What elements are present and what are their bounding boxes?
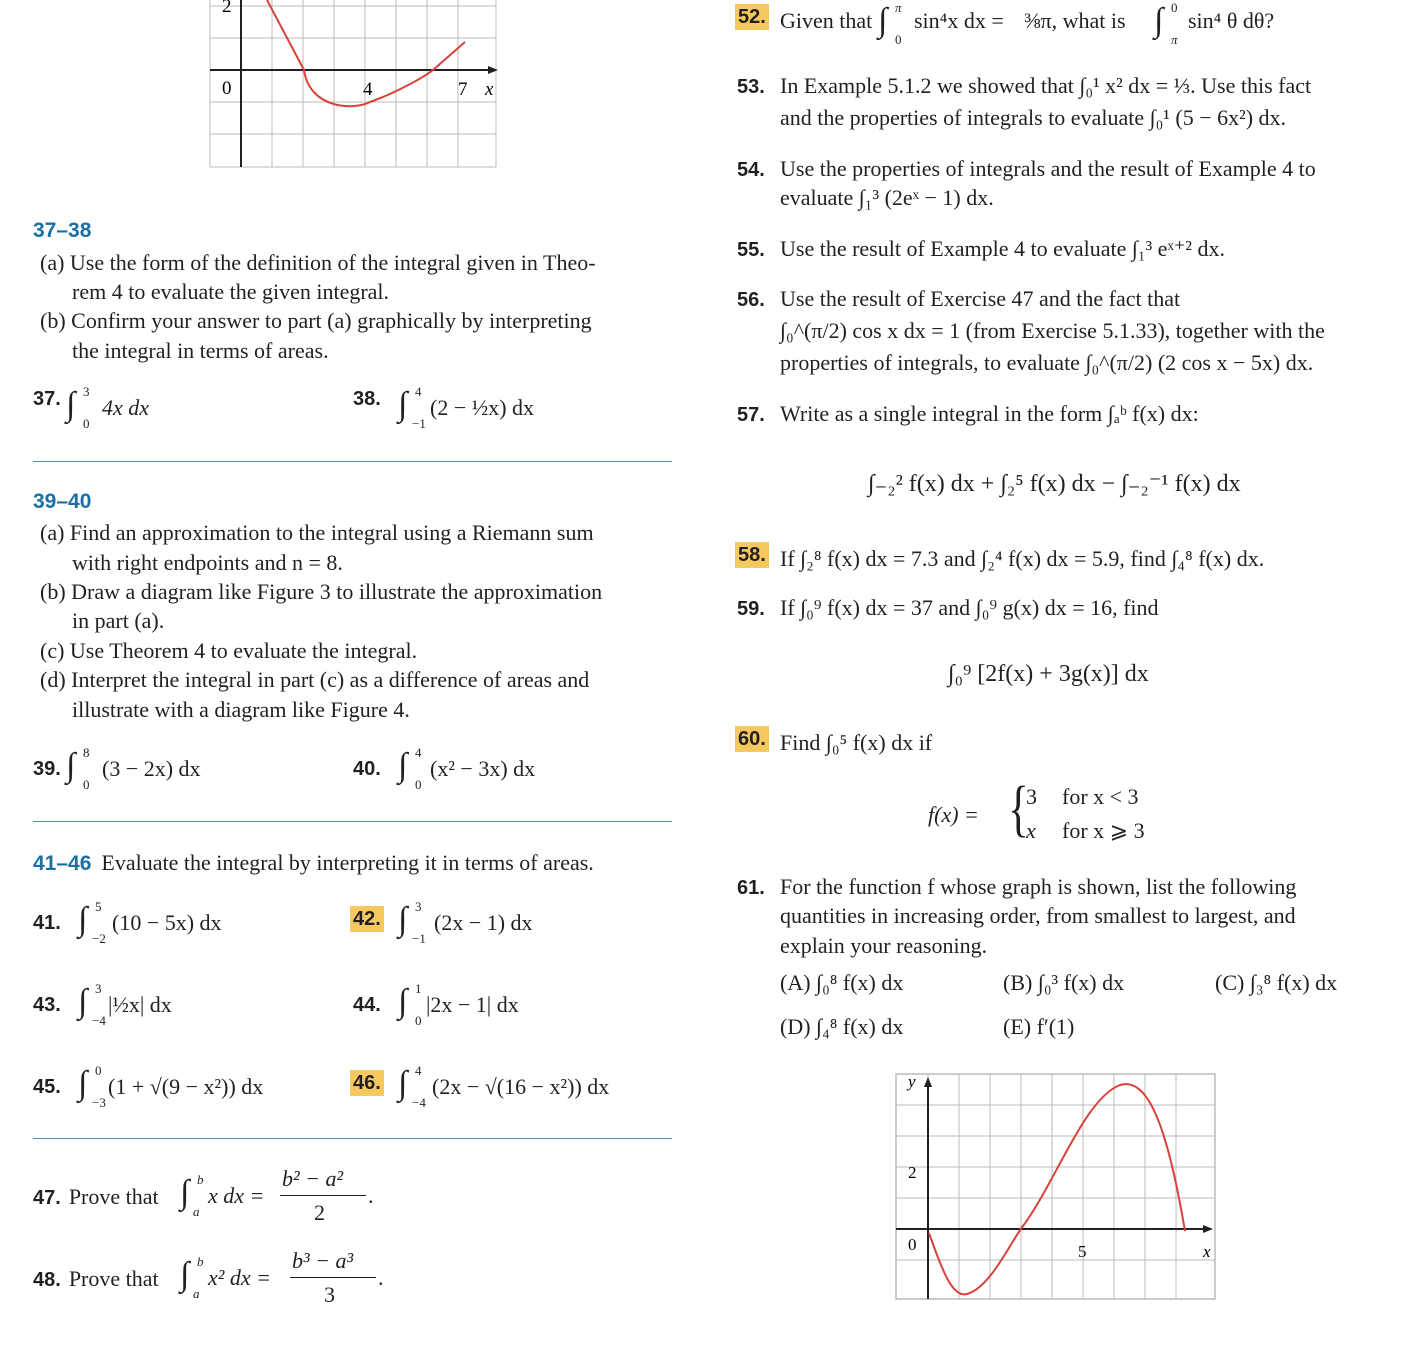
problem-60-piecewise: f(x) = { 3 for x < 3 x for x ⩾ 3 (928, 775, 1145, 843)
problem-53-num: 53. (737, 76, 765, 98)
problem-52-text: Given that (780, 8, 873, 33)
problem-43-integral: ∫ 3 −4 |½x| dx (78, 981, 172, 1028)
instr-39-d-2: illustrate with a diagram like Figure 4. (72, 697, 410, 722)
problem-54-l1: Use the properties of integrals and the result of Example 4 to (780, 156, 1316, 181)
problem-61-option-a: (A) ∫₀⁸ f(x) dx (780, 970, 904, 995)
problem-54-l2: evaluate ∫₁³ (2eˣ − 1) dx. (780, 185, 994, 210)
problem-58-num: 58. (735, 544, 769, 567)
problem-40: 40. (353, 758, 381, 780)
problem-57-display: ∫₋₂² f(x) dx + ∫₂⁵ f(x) dx − ∫₋₂⁻¹ f(x) dx (868, 471, 1241, 497)
problem-53-l2: and the properties of integrals to evaluate ∫₀¹ (5 − 6x²) dx. (780, 105, 1287, 130)
problem-61-l2: quantities in increasing order, from smallest to largest, and (780, 903, 1296, 928)
problem-46-integral: ∫ 4 −4 (2x − √(16 − x²)) dx (398, 1063, 610, 1110)
problem-56-l1: Use the result of Exercise 47 and the fact that (780, 286, 1181, 311)
section-header-37-38: 37–38 (33, 219, 92, 242)
tick-y2: 2 (908, 1163, 917, 1182)
problem-48-formula: ∫ b a x² dx = b³ − a³ 3 . (180, 1248, 384, 1307)
problem-59-display: ∫₀⁹ [2f(x) + 3g(x)] dx (948, 661, 1149, 687)
problem-61-option-e: (E) f′(1) (1003, 1014, 1075, 1039)
problem-44: 44. (353, 994, 381, 1016)
problem-37-integral: ∫ 3 0 4x dx (66, 384, 150, 431)
problem-45-integral: ∫ 0 −3 (1 + √(9 − x²)) dx (78, 1063, 264, 1110)
problem-47-formula: ∫ b a x dx = b² − a² 2 . (180, 1166, 374, 1225)
graph-61 (895, 1073, 1217, 1301)
problem-56-l2: ∫₀^(π/2) cos x dx = 1 (from Exercise 5.1.33), together with the (780, 318, 1325, 343)
curve-f (929, 1084, 1185, 1294)
divider (33, 821, 672, 822)
problem-40-integral: ∫ 4 0 (x² − 3x) dx (398, 745, 536, 792)
instr-39-b-2: in part (a). (72, 608, 165, 633)
section-header-41-46: 41–46 Evaluate the integral by interpreting it in terms of areas. (33, 850, 594, 875)
problem-41-integral: ∫ 5 −2 (10 − 5x) dx (78, 899, 222, 946)
problem-47: 47. Prove that (33, 1184, 159, 1209)
problem-56-l3: properties of integrals, to evaluate ∫₀^(π/2) (2 cos x − 5x) dx. (780, 350, 1314, 375)
problem-38-integral: ∫ 4 −1 (2 − ½x) dx (398, 384, 535, 431)
divider (33, 1138, 672, 1139)
problem-60-l1: Find ∫₀⁵ f(x) dx if (780, 730, 933, 755)
problem-48: 48. Prove that (33, 1266, 159, 1291)
tick-y2: 2 (222, 0, 232, 17)
problem-59-l1: If ∫₀⁹ f(x) dx = 37 and ∫₀⁹ g(x) dx = 16, find (780, 595, 1159, 620)
axis-label-y: y (908, 1073, 916, 1091)
instr-39-a-2: with right endpoints and n = 8. (72, 550, 343, 575)
problem-57-l1: Write as a single integral in the form ∫ₐᵇ f(x) dx: (780, 401, 1199, 426)
tick-origin: 0 (908, 1235, 917, 1254)
problem-59-num: 59. (737, 598, 765, 620)
problem-52-formula: ∫ π 0 sin⁴x dx = ⅜π, what is ∫ 0 π sin⁴ θ dθ? (878, 0, 1275, 47)
problem-56-num: 56. (737, 289, 765, 311)
problem-46: 46. (350, 1072, 384, 1095)
problem-61-l3: explain your reasoning. (780, 933, 988, 958)
instr-37-b-2: the integral in terms of areas. (72, 338, 329, 363)
instr-39-d-1: (d) Interpret the integral in part (c) as a difference of areas and (40, 667, 590, 692)
instr-39-a-1: (a) Find an approximation to the integral using a Riemann sum (40, 520, 594, 545)
problem-55-l1: Use the result of Example 4 to evaluate ∫₁³ eˣ⁺² dx. (780, 236, 1226, 261)
problem-42: 42. (350, 908, 384, 931)
problem-53-l1: In Example 5.1.2 we showed that ∫₀¹ x² dx = ⅓. Use this fact (780, 73, 1312, 98)
instr-39-b-1: (b) Draw a diagram like Figure 3 to illustrate the approximation (40, 579, 603, 604)
instr-39-c-1: (c) Use Theorem 4 to evaluate the integral. (40, 638, 418, 663)
problem-54-num: 54. (737, 159, 765, 181)
tick-x5: 5 (1078, 1242, 1087, 1261)
problem-55-num: 55. (737, 239, 765, 261)
axis-label-x: x (485, 79, 494, 100)
top-graph (205, 0, 505, 172)
tick-x7: 7 (458, 79, 468, 100)
problem-41: 41. (33, 912, 61, 934)
problem-61-num: 61. (737, 877, 765, 899)
problem-39: 39. (33, 758, 61, 780)
problem-61-option-d: (D) ∫₄⁸ f(x) dx (780, 1014, 904, 1039)
problem-60-num: 60. (735, 728, 769, 751)
tick-origin: 0 (222, 78, 232, 99)
instr-37-a-1: (a) Use the form of the definition of the integral given in Theo- (40, 250, 596, 275)
problem-61-l1: For the function f whose graph is shown, list the following (780, 874, 1297, 899)
problem-39-integral: ∫ 8 0 (3 − 2x) dx (66, 745, 201, 792)
problem-57-num: 57. (737, 404, 765, 426)
axis-label-x: x (1203, 1242, 1211, 1261)
problem-58-l1: If ∫₂⁸ f(x) dx = 7.3 and ∫₂⁴ f(x) dx = 5.9, find ∫₄⁸ f(x) dx. (780, 546, 1265, 571)
problem-38: 38. (353, 388, 381, 410)
tick-x4: 4 (363, 79, 373, 100)
problem-42-integral: ∫ 3 −1 (2x − 1) dx (398, 899, 533, 946)
problem-44-integral: ∫ 1 0 |2x − 1| dx (398, 981, 519, 1028)
problem-37: 37. (33, 388, 61, 410)
instr-37-a-2: rem 4 to evaluate the given integral. (72, 279, 390, 304)
problem-61-option-c: (C) ∫₃⁸ f(x) dx (1215, 970, 1338, 995)
problem-43: 43. (33, 994, 61, 1016)
problem-61-option-b: (B) ∫₀³ f(x) dx (1003, 970, 1125, 995)
instr-37-b-1: (b) Confirm your answer to part (a) graphically by interpreting (40, 308, 592, 333)
divider (33, 461, 672, 462)
problem-45: 45. (33, 1076, 61, 1098)
section-header-39-40: 39–40 (33, 490, 92, 513)
problem-52-num: 52. (735, 6, 769, 29)
